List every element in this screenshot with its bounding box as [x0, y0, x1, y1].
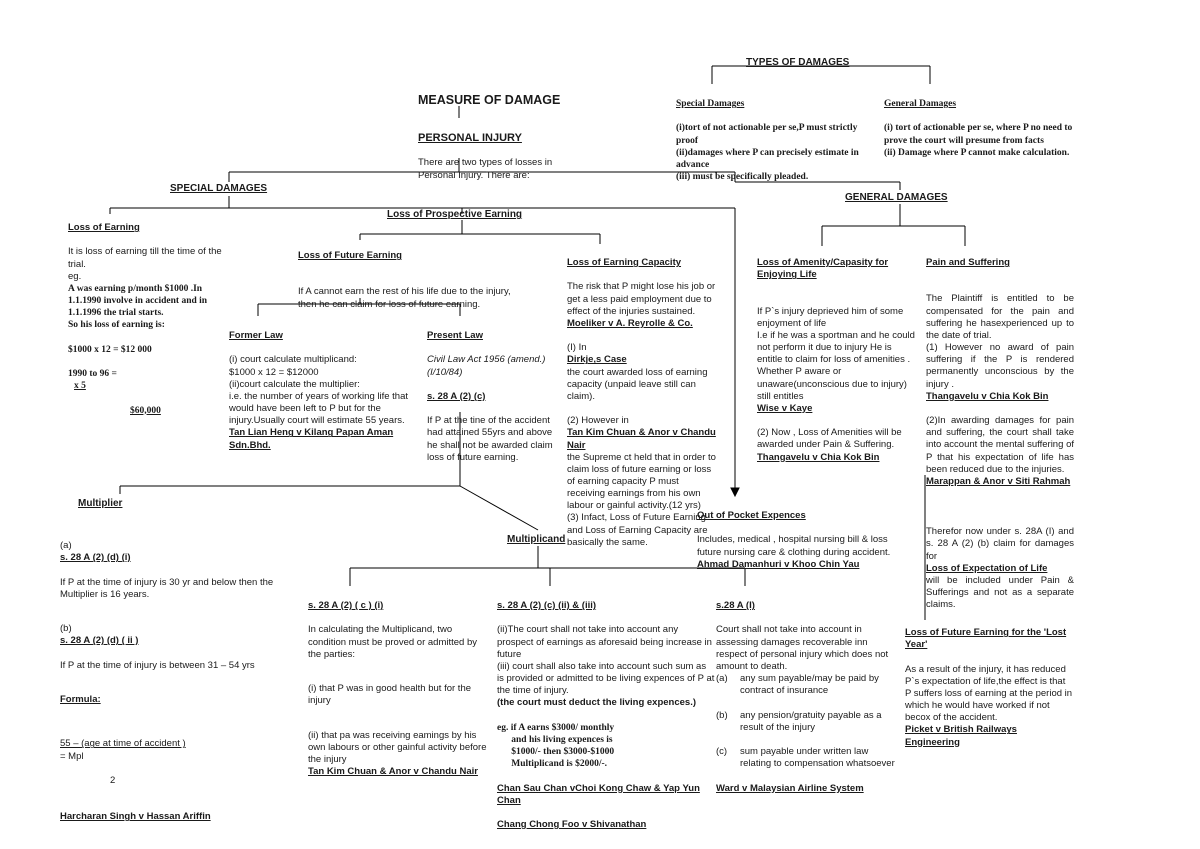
loss-capacity-text3a: (2) However in [567, 415, 629, 427]
lost-year-block [905, 615, 1073, 761]
loss-of-earning-heading: Loss of Earning [68, 222, 140, 234]
personal-injury-heading: PERSONAL INJURY [418, 132, 522, 145]
multiplier-case: Harcharan Singh v Hassan Ariffin [60, 811, 211, 823]
connector [460, 486, 538, 530]
out-of-pocket-text: Includes, medical , hospital nursing bill & loss future nursing care & clothing during accident. [697, 534, 891, 558]
loss-of-earning-example: A was earning p/month $1000 .In 1.1.1990 involve in accident and in 1.1.1996 the trial starts. So his loss of earning is: [68, 283, 208, 331]
s28a2cii-case2: Chang Chong Foo v Shivanathan [497, 818, 647, 830]
multiplier-b-section: s. 28 A (2) (d) ( ii ) [60, 635, 139, 647]
present-law-block [427, 318, 553, 464]
loss-earning-capacity-block [567, 245, 717, 549]
formula-denominator: 2 [110, 774, 116, 786]
lost-year-text: As a result of the injury, it has reduced P`s expectation of life,the effect is that P suffers loss of earning at the period in which he would have worked if not becox of the accident. [905, 663, 1073, 724]
loss-capacity-case3: Tan Kim Chuan & Anor v Chandu Nair [567, 427, 716, 451]
loss-of-earning-calc3: $60,000 [130, 405, 161, 416]
loss-prospective-heading: Loss of Prospective Earning [387, 209, 523, 220]
loss-capacity-heading: Loss of Earning Capacity [567, 257, 682, 269]
s28a2cii-block [497, 588, 715, 843]
formula-numerator: 55 – (age at time of accident ) [60, 738, 186, 750]
special-damages-definition [676, 86, 876, 183]
arrow-head [731, 488, 739, 496]
lost-year-heading: Loss of Future Earning for the 'Lost Year' [905, 627, 1067, 651]
pain-suffering-text3u: Loss of Expectation of Life [926, 562, 1048, 574]
pain-suffering-text3: Therefor now under s. 28A (I) and s. 28 A (2) (b) claim for damages for [926, 526, 1074, 562]
loss-capacity-case1: Moeliker v A. Reyrolle & Co. [567, 317, 693, 329]
s28ai-case: Ward v Malaysian Airline System [716, 782, 864, 794]
former-law-case: Tan Lian Heng v Kilang Papan Aman Sdn.Bhd. [229, 427, 394, 451]
loss-amenity-heading: Loss of Amenity/Capasity for Enjoying Life [757, 257, 889, 281]
s28a2ci-text1: In calculating the Multiplicand, two condition must be proved or admitted by the parties: [308, 624, 477, 660]
s28ai-item-c: (c) sum payable under written law relating to compensation whatsoever [716, 746, 895, 770]
loss-amenity-case2: Thangavelu v Chia Kok Bin [757, 451, 880, 463]
multiplicand-heading: Multiplicand [507, 534, 566, 545]
multiplier-block [60, 528, 275, 835]
pain-suffering-text1: The Plaintiff is entitled to be compensated for the pain and suffering he hasexperienced up to the date of trial. (1) However no award of pain suffering if the P is rendered permanently unconscious by the injury . [926, 293, 1074, 390]
loss-amenity-text2: (2) Now , Loss of Amenities will be awarded under Pain & Suffering. [757, 427, 902, 451]
loss-future-earning-block [298, 238, 523, 311]
loss-capacity-text2b: the court awarded loss of earning capacity (unpaid leave still can claim). [567, 366, 708, 402]
s28a2cii-case1: Chan Sau Chan vChoi Kong Chaw & Yap Yun Chan [497, 782, 700, 806]
multiplier-b-text: If P at the time of injury is between 31 – 54 yrs [60, 659, 255, 671]
multiplier-a-section: s. 28 A (2) (d) (i) [60, 552, 131, 564]
general-damages-label: GENERAL DAMAGES [845, 192, 948, 203]
pain-suffering-heading: Pain and Suffering [926, 257, 1010, 269]
out-of-pocket-block [697, 498, 897, 583]
s28a2ci-text2: (i) that P was in good health but for the injury [308, 683, 472, 707]
lost-year-case: Picket v British Railways Engineering [905, 724, 1017, 748]
special-damages-text: (i)tort of not actionable per se,P must strictly proof (ii)damages where P can precisely estimate in advance (iii) must be specifically pleaded. [676, 123, 859, 183]
s28a2cii-heading: s. 28 A (2) (c) (ii) & (iii) [497, 600, 597, 612]
loss-amenity-text1: If P`s injury deprieved him of some enjoyment of life I.e if he was a sportman and he could not perform it due to injury He is entitle to claim for loss of amenities . Whether P aware or unaware(unconscious due to injury) still entitles [757, 305, 915, 402]
present-law-heading: Present Law [427, 330, 483, 342]
loss-of-earning-calc1: $1000 x 12 = $12 000 [68, 344, 152, 355]
measure-of-damage-title: MEASURE OF DAMAGE [418, 93, 561, 107]
loss-of-earning-calc2a: 1990 to 96 = [68, 369, 117, 380]
s28a2cii-example: eg. if A earns $3000/ monthly and his living expences is $1000/- then $3000-$1000 Multiplicand is $2000/-. [497, 722, 615, 770]
s28a2cii-bold: (the court must deduct the living expences.) [497, 697, 697, 709]
s28a2ci-heading: s. 28 A (2) ( c ) (i) [308, 600, 384, 612]
former-law-text: (i) court calculate multiplicand: $1000 x 12 = $12000 (ii)court calculate the multiplier: i.e. the number of years of working life that would have been left to P but for the injury.Usually court will estimate 55 years. [229, 354, 409, 427]
present-law-text: If P at the tine of the accident had attained 55yrs and above he shall not be awarded claim loss of future earning. [427, 415, 553, 463]
loss-future-earning-text: If A cannot earn the rest of his life due to the injury, then he can claim for loss of future earning. [298, 286, 511, 310]
pain-suffering-block [926, 245, 1074, 611]
pain-suffering-text2: (2)In awarding damages for pain and suffering, the court shall take into account the mental suffering of P that his expectation of life has been reduced due to the injuries. [926, 415, 1074, 475]
present-law-act: Civil Law Act 1956 (amend.) (I/10/84) [427, 354, 546, 378]
special-damages-heading: Special Damages [676, 99, 745, 110]
former-law-heading: Former Law [229, 330, 283, 342]
former-law-block [229, 318, 419, 464]
formula-label: Formula: [60, 693, 101, 705]
multiplier-b-prefix: (b) [60, 623, 72, 635]
pain-suffering-case1: Thangavelu v Chia Kok Bin [926, 390, 1049, 402]
s28a2ci-block [308, 588, 488, 790]
s28a2cii-text: (ii)The court shall not take into account any prospect of earnings as aforesaid being increase in future (iii) court shall also take into account such sum as is provided or admitted to be living expences of P at the time of injury. [497, 624, 715, 697]
pain-suffering-case2: Marappan & Anor v Siti Rahmah [926, 475, 1071, 487]
pain-suffering-text3b: will be included under Pain & Sufferings and not as a separate claims. [926, 574, 1074, 611]
loss-of-earning-block [68, 210, 228, 417]
s28a2ci-text3: (ii) that pa was receiving eamings by his own labours or other gainful activity before the injury [308, 729, 487, 765]
out-of-pocket-case: Ahmad Damanhuri v Khoo Chin Yau [697, 558, 860, 570]
loss-future-earning-heading: Loss of Future Earning [298, 250, 402, 262]
general-damages-definition [884, 86, 1084, 159]
s28ai-text: Court shall not take into account in assessing damages recoverable inn respect of personal injury which does not amount to death. [716, 624, 889, 672]
multiplier-heading: Multiplier [78, 498, 123, 509]
s28ai-item-a: (a) any sum payable/may be paid by contract of insurance [716, 673, 879, 697]
s28ai-heading: s.28 A (I) [716, 600, 755, 612]
s28ai-item-b: (b) any pension/gratuity payable as a result of the injury [716, 709, 882, 733]
loss-capacity-text3b: the Supreme ct held that in order to claim loss of future earning or loss of earning capacity P must receiving earnings from his own labour or gainful activity.(12 yrs) (3) Infact, Loss of Future Earning and Loss of Earning Capacity are basically the same. [567, 451, 716, 548]
present-law-section: s. 28 A (2) (c) [427, 390, 486, 402]
general-damages-text: (i) tort of actionable per se, where P no need to prove the court will presume from facts (ii) Damage where P cannot make calculation. [884, 123, 1073, 158]
multiplier-a-prefix: (a) [60, 540, 72, 552]
loss-of-earning-calc2b: x 5 [74, 381, 86, 392]
personal-injury-block [418, 119, 588, 182]
special-damages-label: SPECIAL DAMAGES [170, 183, 268, 194]
loss-capacity-text1: The risk that P might lose his job or get a less paid employment due to effect of the injuries sustained. [567, 281, 716, 317]
loss-capacity-text2a: (I) In [567, 342, 587, 354]
s28ai-block [716, 588, 898, 807]
personal-injury-text: There are two types of losses in Personal Injury. There are: [418, 157, 553, 181]
out-of-pocket-heading: Out of Pocket Expences [697, 510, 806, 522]
loss-amenity-block [757, 245, 915, 476]
formula-equals: = Mpl [60, 750, 84, 762]
general-damages-heading: General Damages [884, 99, 957, 110]
multiplier-a-text: If P at the time of injury is 30 yr and below then the Multiplier is 16 years. [60, 576, 274, 600]
loss-of-earning-text: It is loss of earning till the time of the trial. eg. [68, 246, 222, 282]
loss-amenity-case1: Wise v Kaye [757, 402, 813, 414]
loss-capacity-case2: Dirkje,s Case [567, 354, 627, 366]
s28a2ci-case: Tan Kim Chuan & Anor v Chandu Nair [308, 766, 478, 778]
types-of-damages-title: TYPES OF DAMAGES [746, 57, 850, 68]
